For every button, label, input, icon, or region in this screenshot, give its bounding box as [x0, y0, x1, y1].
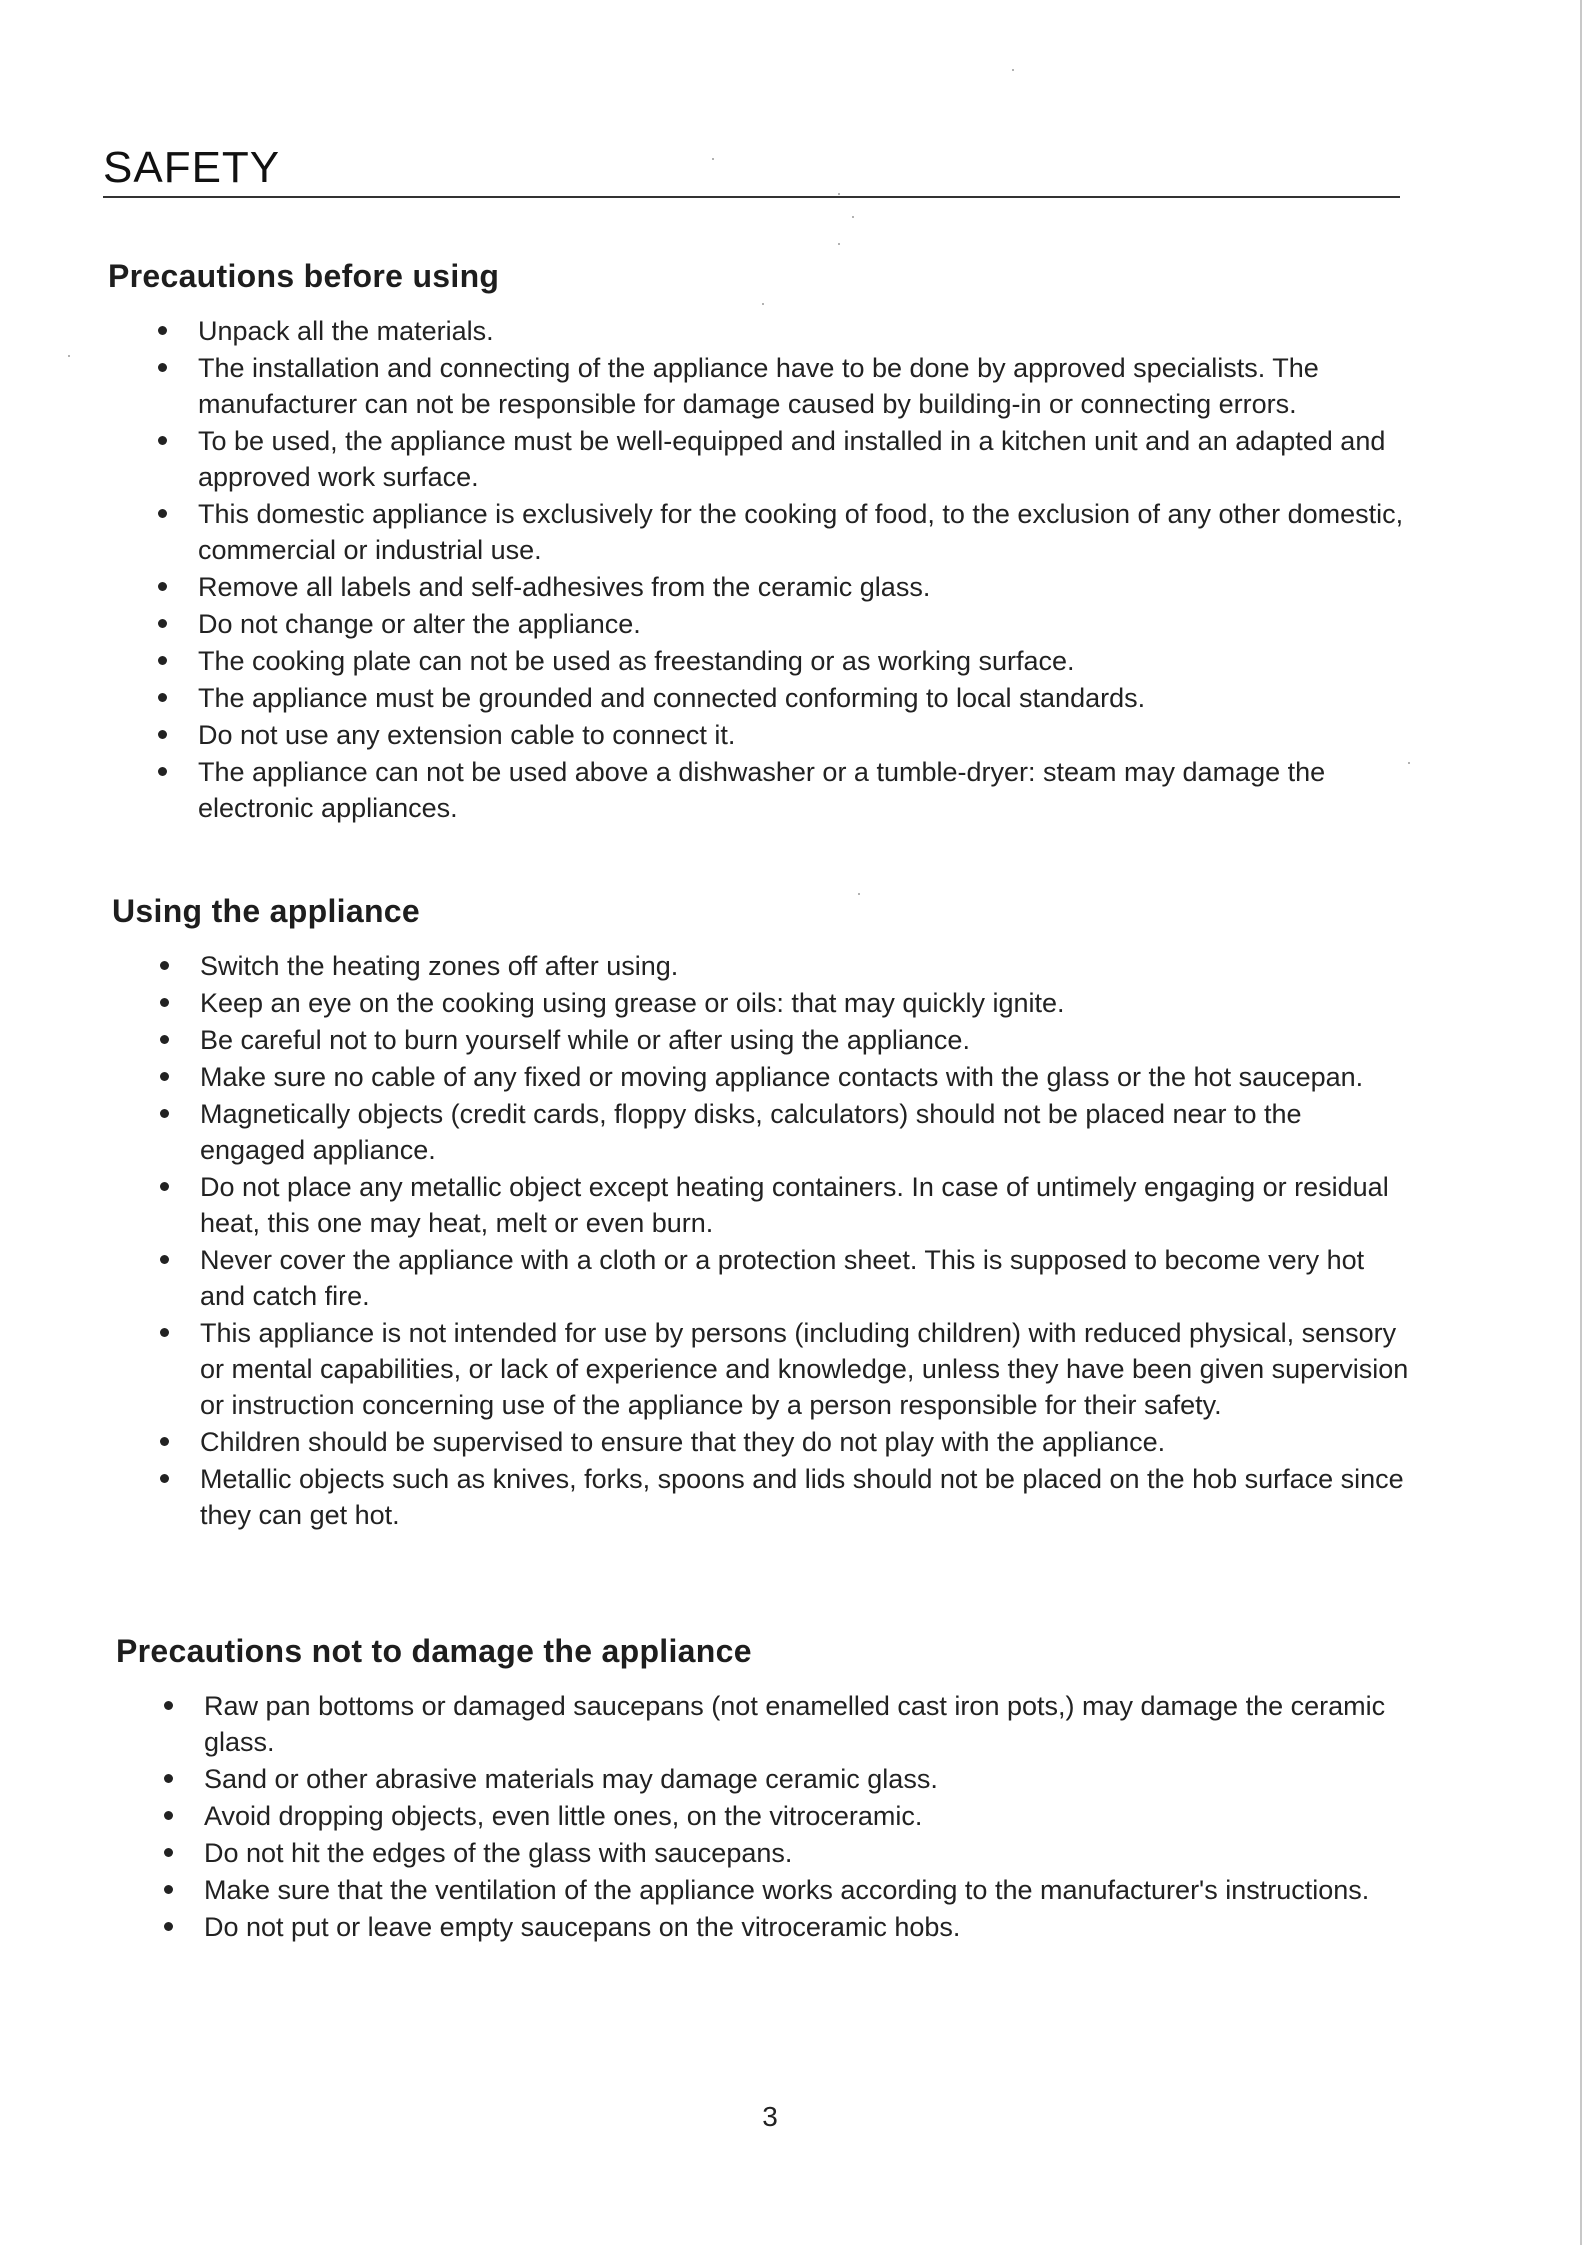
scan-speck — [1408, 762, 1410, 764]
list-item-text: Do not use any extension cable to connect it. — [198, 720, 736, 750]
list-item — [198, 606, 1408, 642]
list-item-text: The installation and connecting of the appliance have to be done by approved specialists. The manufacturer can not be responsible for damage caused by building-in or connecting errors. — [198, 353, 1319, 419]
bullet-icon — [158, 582, 167, 591]
list-item — [198, 643, 1408, 679]
list-item-text: This appliance is not intended for use by persons (including children) with reduced physical, sensory or mental capabilities, or lack of experience and knowledge, unless they have been given supervision or instruction concerning use of the appliance by a person responsible for their safety. — [200, 1318, 1409, 1420]
bullet-icon — [164, 1811, 173, 1820]
list-item-text: The appliance can not be used above a dishwasher or a tumble-dryer: steam may damage the electronic appliances. — [198, 757, 1326, 823]
list-item — [204, 1798, 1416, 1834]
list-item-text: Be careful not to burn yourself while or after using the appliance. — [200, 1025, 970, 1055]
bullet-icon — [160, 1109, 169, 1118]
title-underline — [103, 196, 1400, 198]
list-item — [198, 496, 1408, 568]
bullet-icon — [160, 1437, 169, 1446]
bullet-icon — [160, 1035, 169, 1044]
scan-speck — [838, 243, 840, 245]
bullet-list — [116, 1688, 1416, 1945]
list-item — [204, 1835, 1416, 1871]
section-heading: Using the appliance — [112, 893, 420, 929]
bullet-icon — [158, 619, 167, 628]
section-precautions-not-to-damage — [116, 1633, 1416, 1946]
scan-speck — [852, 216, 854, 218]
list-item — [200, 985, 1412, 1021]
page-edge-line — [1580, 0, 1582, 2245]
list-item-text: Switch the heating zones off after using. — [200, 951, 679, 981]
scan-speck — [712, 158, 714, 160]
list-item-text: Make sure no cable of any fixed or moving appliance contacts with the glass or the hot saucepan. — [200, 1062, 1364, 1092]
section-heading: Precautions before using — [108, 258, 500, 294]
list-item — [204, 1688, 1416, 1760]
bullet-icon — [160, 998, 169, 1007]
bullet-icon — [158, 693, 167, 702]
bullet-icon — [160, 961, 169, 970]
page-number: 3 — [762, 2101, 778, 2132]
list-item — [198, 313, 1408, 349]
bullet-icon — [164, 1848, 173, 1857]
list-item-text: To be used, the appliance must be well-equipped and installed in a kitchen unit and an adapted and approved work surface. — [198, 426, 1386, 492]
bullet-icon — [158, 363, 167, 372]
list-item-text: Sand or other abrasive materials may damage ceramic glass. — [204, 1764, 938, 1794]
scan-speck — [1012, 69, 1014, 71]
list-item-text: Metallic objects such as knives, forks, spoons and lids should not be placed on the hob surface since they can get hot. — [200, 1464, 1404, 1530]
scan-speck — [68, 355, 70, 357]
bullet-list — [108, 313, 1408, 826]
list-item — [200, 1424, 1412, 1460]
list-item — [198, 717, 1408, 753]
list-item — [200, 1022, 1412, 1058]
bullet-icon — [158, 509, 167, 518]
list-item — [200, 1242, 1412, 1314]
list-item-text: Make sure that the ventilation of the appliance works according to the manufacturer's instructions. — [204, 1875, 1370, 1905]
list-item — [198, 350, 1408, 422]
list-item-text: Children should be supervised to ensure that they do not play with the appliance. — [200, 1427, 1166, 1457]
section-using-the-appliance — [112, 893, 1412, 1534]
list-item-text: Do not hit the edges of the glass with saucepans. — [204, 1838, 793, 1868]
list-item-text: The cooking plate can not be used as freestanding or as working surface. — [198, 646, 1075, 676]
list-item-text: The appliance must be grounded and connected conforming to local standards. — [198, 683, 1146, 713]
list-item — [198, 569, 1408, 605]
bullet-icon — [160, 1328, 169, 1337]
bullet-list — [112, 948, 1412, 1533]
bullet-icon — [164, 1922, 173, 1931]
list-item-text: Keep an eye on the cooking using grease or oils: that may quickly ignite. — [200, 988, 1065, 1018]
list-item — [200, 1096, 1412, 1168]
list-item-text: Do not change or alter the appliance. — [198, 609, 641, 639]
bullet-icon — [160, 1474, 169, 1483]
bullet-icon — [158, 326, 167, 335]
list-item-text: This domestic appliance is exclusively for the cooking of food, to the exclusion of any other domestic, commercial or industrial use. — [198, 499, 1404, 565]
list-item-text: Remove all labels and self-adhesives from the ceramic glass. — [198, 572, 931, 602]
list-item — [204, 1761, 1416, 1797]
list-item — [200, 1461, 1412, 1533]
bullet-icon — [158, 767, 167, 776]
bullet-icon — [164, 1701, 173, 1710]
list-item-text: Never cover the appliance with a cloth or a protection sheet. This is supposed to become very hot and catch fire. — [200, 1245, 1365, 1311]
page-title: SAFETY — [103, 143, 281, 192]
list-item — [200, 948, 1412, 984]
list-item — [198, 754, 1408, 826]
list-item — [198, 680, 1408, 716]
list-item-text: Raw pan bottoms or damaged saucepans (not enamelled cast iron pots,) may damage the ceramic glass. — [204, 1691, 1386, 1757]
bullet-icon — [158, 656, 167, 665]
list-item-text: Magnetically objects (credit cards, floppy disks, calculators) should not be placed near to the engaged appliance. — [200, 1099, 1302, 1165]
bullet-icon — [158, 730, 167, 739]
list-item — [200, 1059, 1412, 1095]
list-item — [204, 1909, 1416, 1945]
scan-speck — [838, 193, 840, 195]
list-item — [200, 1315, 1412, 1423]
bullet-icon — [164, 1885, 173, 1894]
bullet-icon — [160, 1255, 169, 1264]
list-item-text: Do not put or leave empty saucepans on the vitroceramic hobs. — [204, 1912, 961, 1942]
bullet-icon — [160, 1072, 169, 1081]
bullet-icon — [164, 1774, 173, 1783]
list-item — [198, 423, 1408, 495]
list-item — [200, 1169, 1412, 1241]
list-item-text: Do not place any metallic object except heating containers. In case of untimely engaging or residual heat, this one may heat, melt or even burn. — [200, 1172, 1389, 1238]
section-precautions-before-using — [108, 258, 1408, 827]
section-heading: Precautions not to damage the appliance — [116, 1633, 752, 1669]
list-item-text: Avoid dropping objects, even little ones, on the vitroceramic. — [204, 1801, 923, 1831]
bullet-icon — [158, 436, 167, 445]
list-item — [204, 1872, 1416, 1908]
list-item-text: Unpack all the materials. — [198, 316, 494, 346]
bullet-icon — [160, 1182, 169, 1191]
